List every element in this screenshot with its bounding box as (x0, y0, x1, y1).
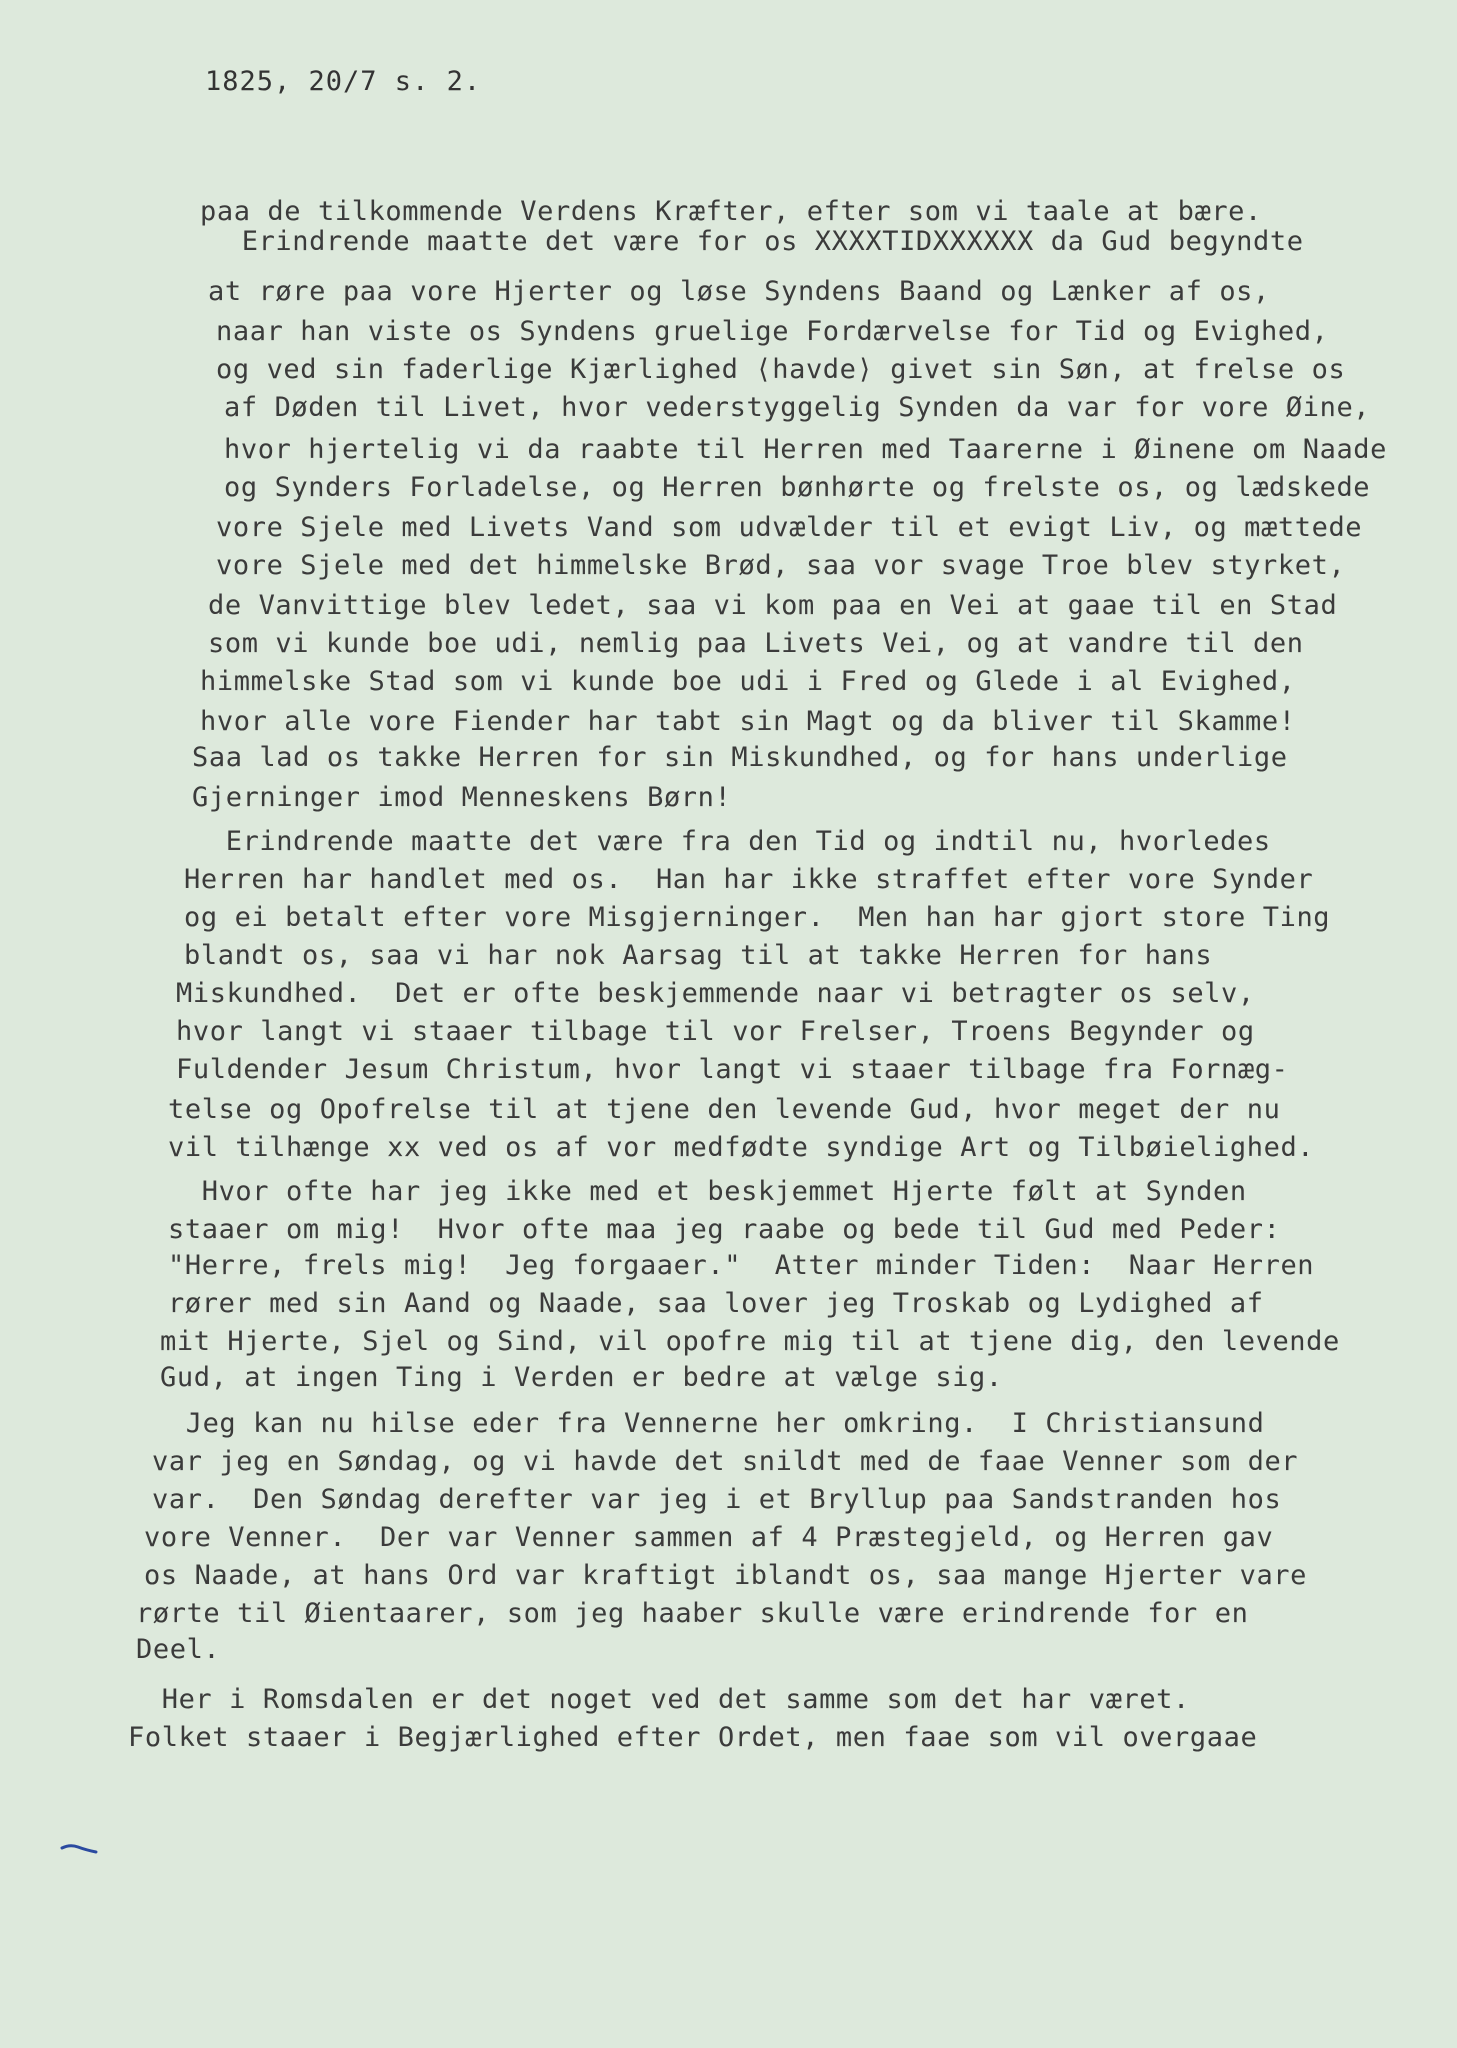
text-line: og Synders Forladelse, og Herren bønhørte og frelste os, og lædskede (224, 472, 1371, 503)
text-line: Fuldender Jesum Christum, hvor langt vi staaer tilbage fra Fornæg- (176, 1054, 1289, 1085)
text-line: naar han viste os Syndens gruelige Fordærvelse for Tid og Evighed, (216, 316, 1329, 347)
text-line: var jeg en Søndag, og vi havde det snildt med de faae Venner som der (152, 1446, 1299, 1477)
text-line: som vi kunde boe udi, nemlig paa Livets Vei, og at vandre til den (208, 628, 1304, 659)
text-line: Erindrende maatte det være fra den Tid og indtil nu, hvorledes (192, 826, 1271, 857)
text-line: hvor alle vore Fiender har tabt sin Magt og da bliver til Skamme! (200, 706, 1296, 737)
text-line: telse og Opofrelse til at tjene den levende Gud, hvor meget der nu (168, 1094, 1281, 1125)
text-line: vore Sjele med det himmelske Brød, saa vor svage Troe blev styrket, (216, 550, 1346, 581)
text-line: og ved sin faderlige Kjærlighed ⟨havde⟩ givet sin Søn, at frelse os (216, 354, 1346, 385)
text-line: hvor hjertelig vi da raabte til Herren med Taarerne i Øinene om Naade (224, 434, 1388, 465)
text-line: at røre paa vore Hjerter og løse Syndens Baand og Lænker af os, (208, 276, 1270, 307)
text-line: Herren har handlet med os. Han har ikke straffet efter vore Synder (184, 864, 1314, 895)
text-line: "Herre, frels mig! Jeg forgaaer." Atter minder Tiden: Naar Herren (168, 1250, 1315, 1281)
text-line: Gjerninger imod Menneskens Børn! (192, 782, 732, 813)
text-line: vore Sjele med Livets Vand som udvælder til et evigt Liv, og mættede (216, 512, 1363, 543)
text-line: Jeg kan nu hilse eder fra Vennerne her omkring. I Christiansund (152, 1408, 1265, 1439)
text-line: Hvor ofte har jeg ikke med et beskjemmet Hjerte følt at Synden (168, 1176, 1247, 1207)
pencil-arrow-mark-icon (60, 1842, 100, 1856)
text-line: himmelske Stad som vi kunde boe udi i Fred og Glede i al Evighed, (200, 666, 1296, 697)
text-line: paa de tilkommende Verdens Kræfter, efter som vi taale at bære. (200, 196, 1262, 227)
text-line: mit Hjerte, Sjel og Sind, vil opofre mig til at tjene dig, den levende (160, 1326, 1340, 1357)
text-line: os Naade, at hans Ord var kraftigt iblandt os, saa mange Hjerter vare (144, 1560, 1308, 1591)
text-line: staaer om mig! Hvor ofte maa jeg raabe og bede til Gud med Peder: (168, 1214, 1281, 1245)
text-line: vil tilhænge xx ved os af vor medfødte syndige Art og Tilbøielighed. (168, 1132, 1315, 1163)
text-line: Deel. (136, 1634, 221, 1665)
text-line: Erindrende maatte det være for os XXXXTIDXXXXXX da Gud begyndte (208, 226, 1304, 257)
text-line: blandt os, saa vi har nok Aarsag til at takke Herren for hans (184, 940, 1213, 971)
text-line: rørte til Øientaarer, som jeg haaber skulle være erindrende for en (136, 1598, 1249, 1629)
text-line: og ei betalt efter vore Misgjerninger. Men han har gjort store Ting (184, 902, 1331, 933)
text-line: hvor langt vi staaer tilbage til vor Frelser, Troens Begynder og (176, 1016, 1255, 1047)
text-line: rører med sin Aand og Naade, saa lover jeg Troskab og Lydighed af (168, 1288, 1264, 1319)
text-line: de Vanvittige blev ledet, saa vi kom paa en Vei at gaae til en Stad (208, 590, 1338, 621)
text-line: Her i Romsdalen er det noget ved det samme som det har været. (128, 1684, 1190, 1715)
text-line: var. Den Søndag derefter var jeg i et Bryllup paa Sandstranden hos (152, 1484, 1282, 1515)
page-header: 1825, 20/7 s. 2. (205, 66, 482, 97)
text-line: Gud, at ingen Ting i Verden er bedre at vælge sig. (160, 1362, 1003, 1393)
text-line: Miskundhed. Det er ofte beskjemmende naar vi betragter os selv, (176, 978, 1255, 1009)
text-line: Folket staaer i Begjærlighed efter Ordet, men faae som vil overgaae (128, 1722, 1258, 1753)
text-line: vore Venner. Der var Venner sammen af 4 Præstegjeld, og Herren gav (144, 1522, 1274, 1553)
text-line: af Døden til Livet, hvor vederstyggelig Synden da var for vore Øine, (224, 392, 1371, 423)
text-line: Saa lad os takke Herren for sin Miskundhed, og for hans underlige (192, 742, 1288, 773)
